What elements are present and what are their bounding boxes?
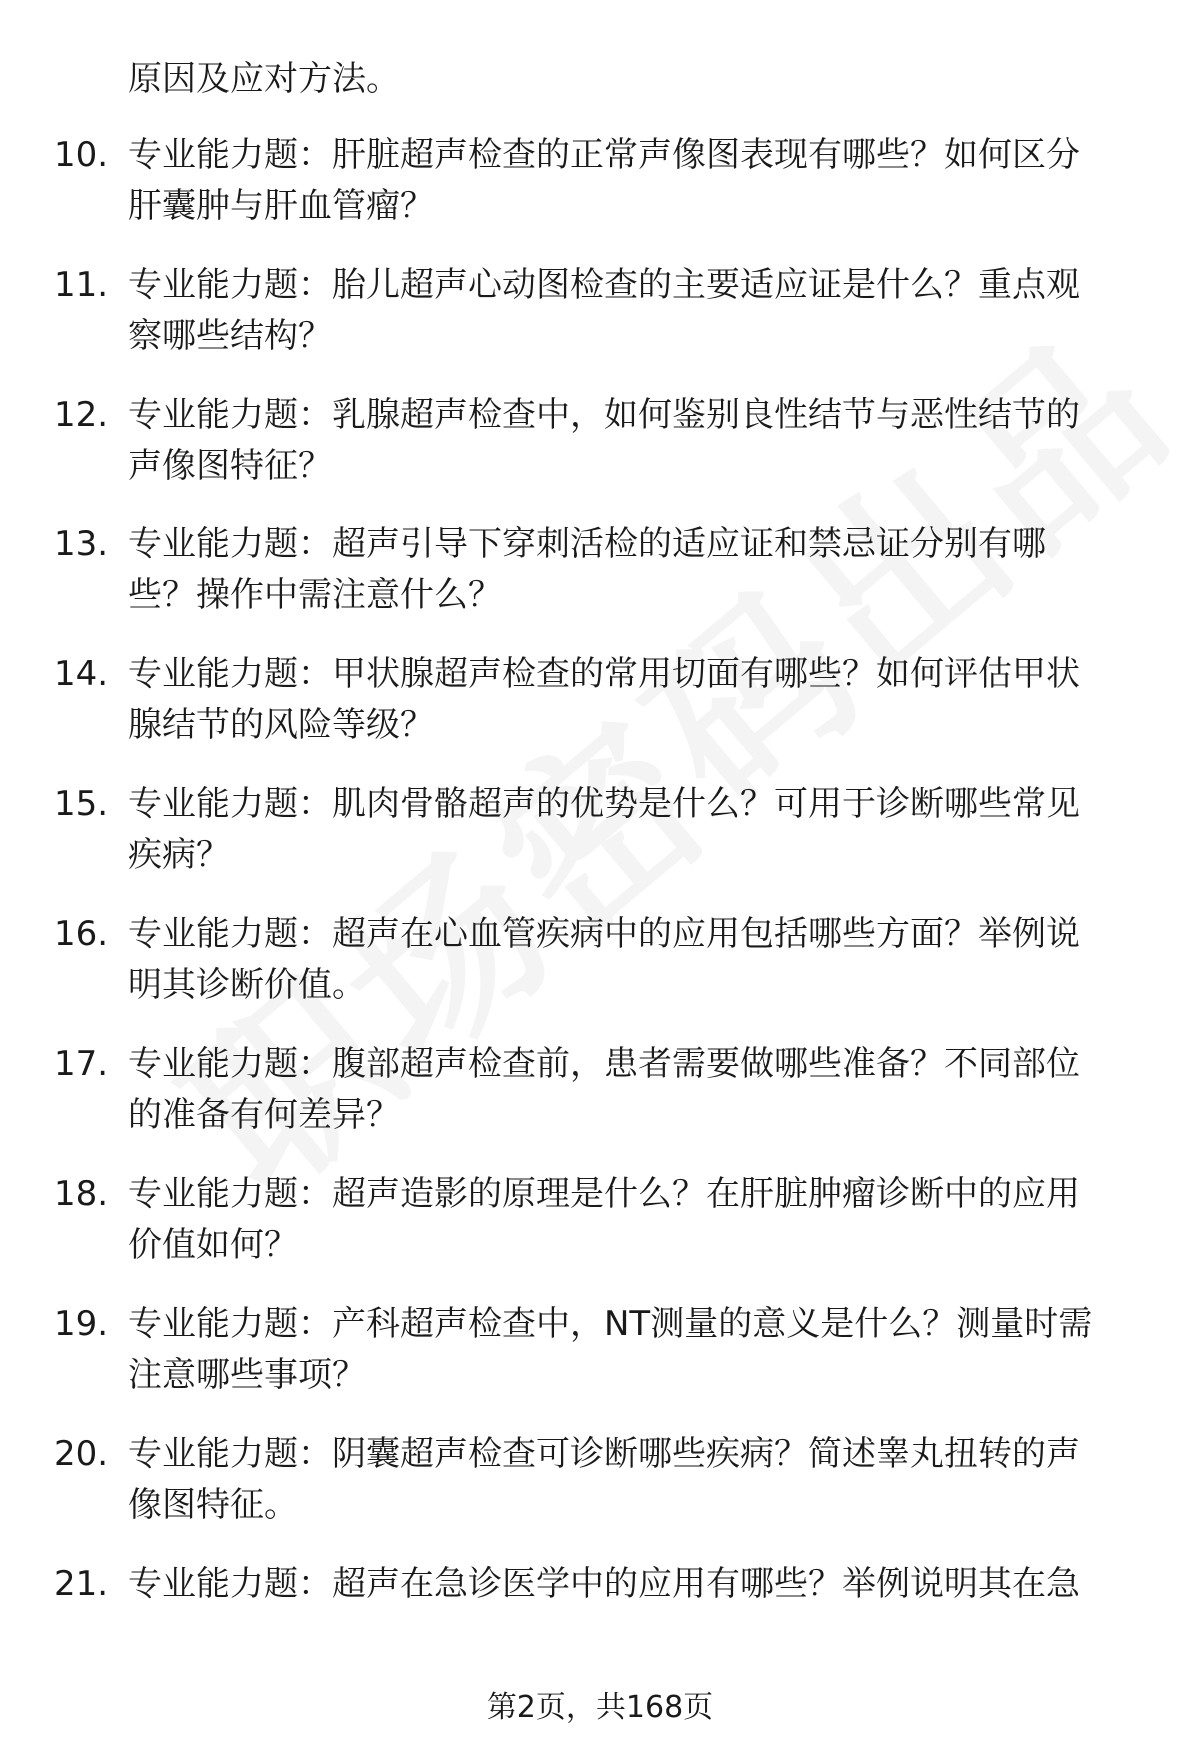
question-line: 专业能力题：肝脏超声检查的正常声像图表现有哪些？如何区分 [128,135,1080,175]
question-text [128,781,1148,883]
question-number: 15. [54,784,109,824]
question-line: 明其诊断价值。 [128,965,366,1005]
question-text [128,1431,1148,1533]
question-text [128,651,1148,753]
continuation-text: 原因及应对方法。 [128,59,400,99]
question-line: 专业能力题：阴囊超声检查可诊断哪些疾病？简述睾丸扭转的声 [128,1434,1080,1474]
question-line: 像图特征。 [128,1485,298,1525]
question-number: 21. [54,1564,109,1604]
question-line: 腺结节的风险等级？ [128,705,434,745]
question-line: 专业能力题：超声在急诊医学中的应用有哪些？举例说明其在急 [128,1564,1080,1604]
question-number: 17. [54,1044,109,1084]
question-line: 专业能力题：乳腺超声检查中，如何鉴别良性结节与恶性结节的 [128,395,1080,435]
question-number: 19. [54,1304,109,1344]
question-line: 疾病？ [128,835,230,875]
question-line: 专业能力题：甲状腺超声检查的常用切面有哪些？如何评估甲状 [128,654,1080,694]
question-line: 专业能力题：超声造影的原理是什么？在肝脏肿瘤诊断中的应用 [128,1174,1080,1214]
question-number: 13. [54,524,109,564]
question-text [128,132,1148,234]
question-number: 16. [54,914,109,954]
question-number: 11. [54,265,109,305]
question-line: 价值如何？ [128,1225,298,1265]
question-line: 肝囊肿与肝血管瘤？ [128,186,434,226]
question-text [128,1561,1148,1612]
question-line: 专业能力题：产科超声检查中，NT测量的意义是什么？测量时需 [128,1304,1093,1344]
question-number: 14. [54,654,109,694]
question-line: 专业能力题：肌肉骨骼超声的优势是什么？可用于诊断哪些常见 [128,784,1080,824]
question-text [128,392,1148,494]
question-line: 专业能力题：超声在心血管疾病中的应用包括哪些方面？举例说 [128,914,1080,954]
question-line: 察哪些结构？ [128,316,332,356]
question-number: 12. [54,395,109,435]
page-footer: 第2页，共168页 [486,1690,714,1725]
question-line: 些？操作中需注意什么？ [128,575,502,615]
question-line: 专业能力题：超声引导下穿刺活检的适应证和禁忌证分别有哪 [128,524,1046,564]
question-number: 20. [54,1434,109,1474]
question-number: 10. [54,135,109,175]
question-text [128,1301,1148,1403]
question-text [128,262,1148,364]
question-text [128,911,1148,1013]
question-text [128,1171,1148,1273]
question-text [128,521,1148,623]
question-line: 专业能力题：腹部超声检查前，患者需要做哪些准备？不同部位 [128,1044,1080,1084]
question-text [128,1041,1148,1143]
question-line: 专业能力题：胎儿超声心动图检查的主要适应证是什么？重点观 [128,265,1080,305]
question-number: 18. [54,1174,109,1214]
question-line: 的准备有何差异？ [128,1095,400,1135]
question-line: 声像图特征？ [128,446,332,486]
question-line: 注意哪些事项？ [128,1355,366,1395]
